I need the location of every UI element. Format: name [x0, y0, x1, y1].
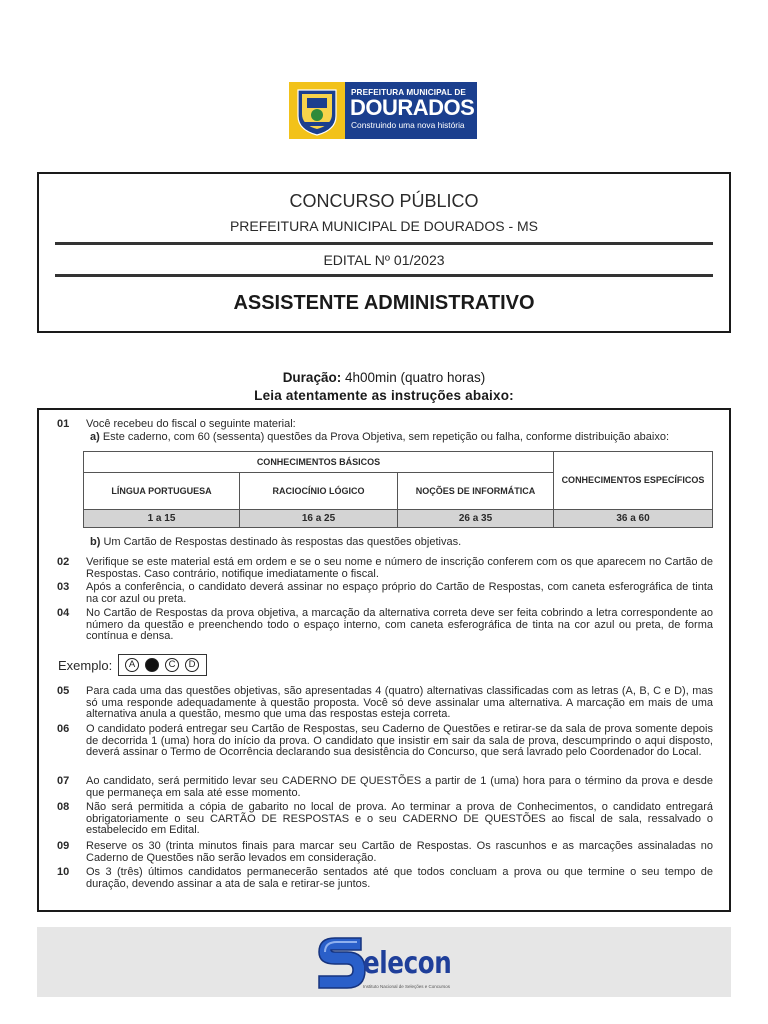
- item-number: 04: [57, 607, 70, 619]
- selecon-banner: [37, 927, 731, 997]
- instruction-item: [57, 867, 713, 890]
- item-number: 09: [57, 840, 70, 852]
- column-header: RACIOCÍNIO LÓGICO: [240, 473, 398, 510]
- duration-label: Duração:: [282, 370, 342, 385]
- item-text: Para cada uma das questões objetivas, são apresentadas 4 (quatro) alternativas classificadas com as letras (A, B, C e D), mas só uma responde adequadamente à questão proposta. Você só deve assinalar uma alternativa. A marcação em mais de uma alternativa anula a questão, mesmo que uma das respostas esteja correta.: [86, 685, 713, 721]
- item-number: 06: [57, 723, 70, 735]
- question-distribution-table: [83, 451, 713, 528]
- logo-line2: DOURADOS: [350, 95, 475, 120]
- item-number: 10: [57, 866, 70, 878]
- item-text: Você recebeu do fiscal o seguinte material:: [86, 418, 296, 430]
- page-title: CONCURSO PÚBLICO: [289, 191, 479, 211]
- item-number: 07: [57, 775, 70, 787]
- item-01a-text: Este caderno, com 60 (sessenta) questões da Prova Objetiva, sem repetição ou falha, conforme distribuição abaixo:: [102, 431, 670, 443]
- range-cell: 1 a 15: [84, 510, 240, 528]
- item-text: O candidato poderá entregar seu Cartão de Respostas, seu Caderno de Questões e retirar-se da sala de prova somente depois de decorrida 1 (uma) hora do início da prova. O candidato que insistir em sair da sala de prova, descumprindo o aqui disposto, deverá assinar o Termo de Ocorrência declarando sua desistência do Concurso, que será lavrado pelo Coordenador do Local.: [86, 723, 713, 759]
- item-text: Ao candidato, será permitido levar seu CADERNO DE QUESTÕES a partir de 1 (uma) hora para o término da prova e desde que permaneça em sala até esse momento.: [86, 775, 713, 799]
- bubble-c: C: [165, 658, 179, 672]
- bubble-d: D: [185, 658, 199, 672]
- duration-value: 4h00min (quatro horas): [344, 370, 486, 385]
- edital-number: EDITAL Nº 01/2023: [323, 252, 445, 268]
- dourados-logo: [289, 82, 477, 139]
- item-text: Reserve os 30 (trinta minutos finais para marcar seu Cartão de Respostas. Os rascunhos e as marcações assinaladas no Caderno de Questões não serão levados em consideração.: [86, 840, 713, 864]
- range-cell: 16 a 25: [240, 510, 398, 528]
- example-label: Exemplo:: [58, 658, 113, 673]
- crest-icon: [289, 82, 345, 139]
- answer-example: [118, 654, 207, 676]
- divider: [55, 242, 713, 245]
- item-number: 08: [57, 801, 70, 813]
- instruction-item: [57, 608, 713, 643]
- group-specific-header: CONHECIMENTOS ESPECÍFICOS: [554, 452, 713, 510]
- item-number: 01: [57, 418, 70, 430]
- page-subtitle: PREFEITURA MUNICIPAL DE DOURADOS - MS: [229, 218, 539, 234]
- divider: [55, 274, 713, 277]
- instruction-item: [57, 802, 713, 837]
- item-text: Não será permitida a cópia de gabarito no local de prova. Ao terminar a prova de Conhecimentos, o candidato entregará obrigatoriamente o seu CARTÃO DE RESPOSTAS e o seu CADERNO DE QUESTÕES ao fiscal de sala, ressalvado o estabelecido em Edital.: [86, 801, 713, 837]
- item-01a: [90, 431, 669, 443]
- job-role: ASSISTENTE ADMINISTRATIVO: [233, 292, 535, 314]
- column-header: NOÇÕES DE INFORMÁTICA: [398, 473, 554, 510]
- logo-line1: PREFEITURA MUNICIPAL DE: [351, 88, 466, 97]
- instruction-item: [57, 419, 713, 431]
- column-header: LÍNGUA PORTUGUESA: [84, 473, 240, 510]
- item-01a-label: a): [90, 431, 100, 443]
- range-cell: 36 a 60: [554, 510, 713, 528]
- item-01b: [90, 536, 461, 548]
- instruction-item: [57, 582, 713, 605]
- header-box: [37, 172, 731, 333]
- instruction-item: [57, 841, 713, 864]
- instruction-item: [57, 776, 713, 799]
- read-notice: Leia atentamente as instruções abaixo:: [254, 388, 514, 403]
- item-number: 05: [57, 685, 70, 697]
- selecon-wordmark: elecon: [363, 946, 452, 981]
- item-01b-label: b): [90, 536, 101, 548]
- item-number: 03: [57, 581, 70, 593]
- logo-tagline: Construindo uma nova história: [351, 120, 465, 130]
- instruction-item: [57, 724, 713, 759]
- item-01b-text: Um Cartão de Respostas destinado às respostas das questões objetivas.: [103, 536, 462, 548]
- bubble-b-filled: B: [145, 658, 159, 672]
- selecon-s-icon: [313, 930, 369, 996]
- item-text: Os 3 (três) últimos candidatos permanecerão sentados até que todos concluam a prova ou que termine o seu tempo de duração, devendo assinar a ata de sala e retirar-se juntos.: [86, 866, 713, 890]
- item-text: No Cartão de Respostas da prova objetiva, a marcação da alternativa correta deve ser feita cobrindo a letra correspondente ao número da questão e preenchendo todo o espaço interno, com caneta esferográfica de tinta na cor azul ou preta, de forma contínua e densa.: [86, 607, 713, 643]
- group-basic-header: CONHECIMENTOS BÁSICOS: [84, 452, 554, 473]
- range-cell: 26 a 35: [398, 510, 554, 528]
- duration-line: [0, 370, 768, 385]
- instruction-item: [57, 686, 713, 721]
- item-text: Após a conferência, o candidato deverá assinar no espaço próprio do Cartão de Respostas, com caneta esferográfica de tinta na cor azul ou preta.: [86, 581, 713, 605]
- bubble-a: A: [125, 658, 139, 672]
- item-number: 02: [57, 556, 70, 568]
- instruction-item: [57, 557, 713, 580]
- instructions-box: [37, 408, 731, 912]
- item-text: Verifique se este material está em ordem e se o seu nome e número de inscrição conferem com os que aparecem no Cartão de Respostas. Caso contrário, notifique imediatamente o fiscal.: [86, 556, 713, 580]
- selecon-tagline: Instituto Nacional de Seleções e Concursos: [363, 984, 451, 989]
